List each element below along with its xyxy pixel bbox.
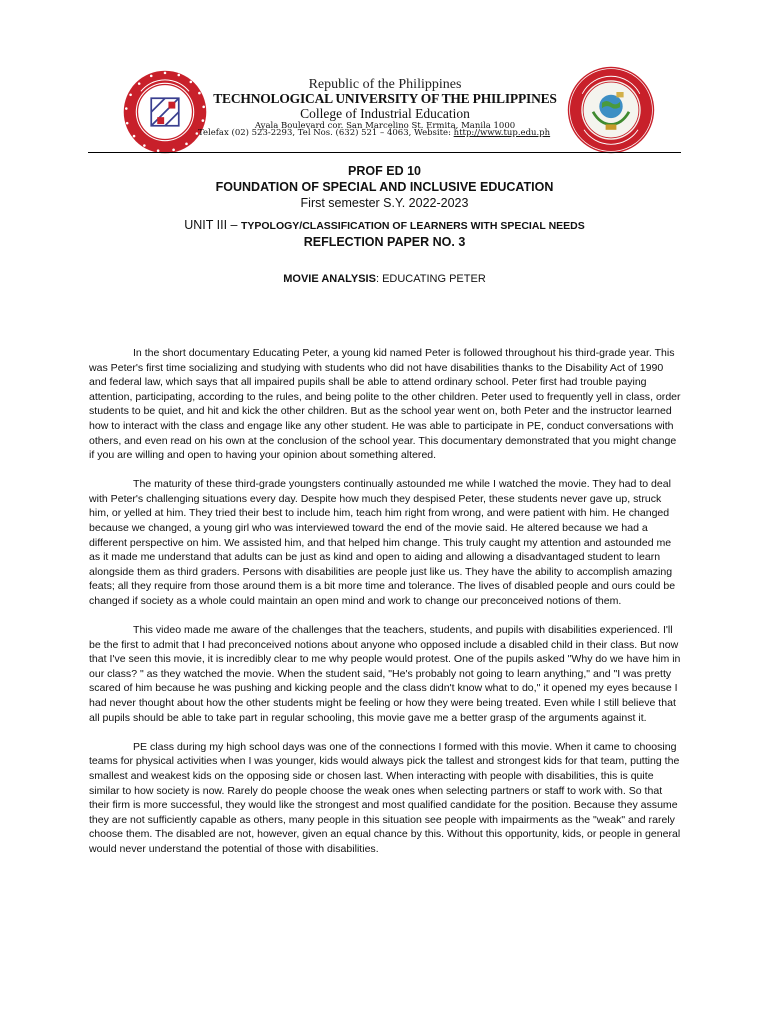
letterhead-text — [190, 77, 580, 132]
paragraph: This video made me aware of the challenges that the teachers, students, and pupils with disabilities experienced. I'll be the first to admit that I had preconceived notions about anyone who opposed include a disabled child in their class. But now that I've seen this movie, it is incredibly clear to me why people would protest. One of the pupils asked "Why do we have him in our class? " as they watched the movie. When the student said, "He's probably not going to learn anything," and "I was pretty scared of him because he was pushing and kicking people and the class didn't know what to do," it opened my eyes because I had never thought about how the other students might be feeling or how they were being treated. Even while I still believe that all pupils should be able to take part in regular schooling, this movie gave me a better grasp of the arguments against it. — [89, 624, 681, 724]
essay-body — [89, 346, 681, 871]
paragraph: PE class during my high school days was one of the connections I formed with this movie. When it came to choosing teams for physical activities when I was younger, kids would always pick the tallest and strongest kids for that team, putting the smallest and weakest kids on the opposing side or chosen last. When interacting with people with disabilities, this is quite similar to how society is now. Rarely do people choose the weak ones when selecting partners or staff to work with. So that their firm is more successful, they would like the strongest and most qualified candidate for the position. Because they assume they are not sufficiently capable as others, many people in this situation see people with impairments as the "weak" and rarely choose them. The disabled are not, however, given an equal chance by this. Without this opportunity, kids, or people in general would never understand the potential of those with disabilities. — [89, 740, 681, 855]
movie-label: MOVIE ANALYSIS — [283, 273, 376, 285]
movie-heading — [88, 272, 681, 286]
website-link[interactable]: http://www.tup.edu.ph — [453, 128, 551, 138]
unit-label: UNIT III – — [184, 218, 241, 232]
republic-label: Republic of the Philippines — [308, 77, 462, 92]
document-header — [88, 163, 681, 286]
college-name: College of Industrial Education — [300, 106, 470, 121]
letterhead — [0, 0, 768, 150]
semester-label: First semester S.Y. 2022-2023 — [300, 196, 469, 210]
unit-heading — [88, 217, 681, 234]
university-address: Ayala Boulevard cor. San Marcelino St. Ermita, Manila 1000 — [254, 121, 516, 131]
unit-title: TYPOLOGY/CLASSIFICATION OF LEARNERS WITH SPECIAL NEEDS — [240, 220, 585, 232]
college-seal-logo — [566, 65, 656, 155]
university-name: TECHNOLOGICAL UNIVERSITY OF THE PHILIPPINES — [213, 91, 557, 106]
header-divider — [88, 152, 681, 153]
movie-title: : EDUCATING PETER — [375, 273, 486, 285]
paper-title: REFLECTION PAPER NO. 3 — [303, 235, 466, 249]
course-code: PROF ED 10 — [348, 164, 421, 178]
contact-numbers: Telefax (02) 523-2293, Tel Nos. (632) 521 – 4063, Website: — [198, 128, 454, 138]
contact-line — [198, 128, 570, 139]
paragraph: The maturity of these third-grade youngsters continually astounded me while I watched the movie. They had to deal with Peter's challenging situations every day. Despite how much they despised Peter, these students never gave up, struck him, or yelled at him. They tried their best to include him, teach him right from wrong, and were patient with him. He changed because we changed, a young girl who was interviewed toward the end of the movie said. He altered because we had a different perspective on him. We assisted him, and that helped him change. This truly caught my attention and astounded me as it made me understand that adults can be just as kind and open to aiding and allowing a disadvantaged student to learn alongside them as third graders. Persons with disabilities are people just like us. They have the ability to accomplish amazing feats; all they require from those around them is a bit more time and tolerance. The lives of disabled people and ours could be changed if society as a whole could maintain an open mind and work to change our preconceived notions of them. — [89, 478, 676, 607]
paragraph: In the short documentary Educating Peter, a young kid named Peter is followed throughout his third-grade year. This was Peter's first time socializing and studying with students who did not have disabilities thanks to the Disability Act of 1990 and federal law, which says that all impaired pupils shall be able to attend ordinary school. Peter first had trouble paying attention, participating, according to the rules, and being polite to the other children. Peter used to frequently yell in class, order students to be quiet, and hit and kick the other children. But as the school year went on, both Peter and the instructor learned how to interact with the class and engage like any other student. He was able to participate in PE, conduct conversations with others, and even read on his own at the conclusion of the school year. This documentary demonstrated that you might change if you are willing and open to having your opinion about something altered. — [89, 347, 681, 462]
subject-title: FOUNDATION OF SPECIAL AND INCLUSIVE EDUCATION — [215, 180, 554, 194]
